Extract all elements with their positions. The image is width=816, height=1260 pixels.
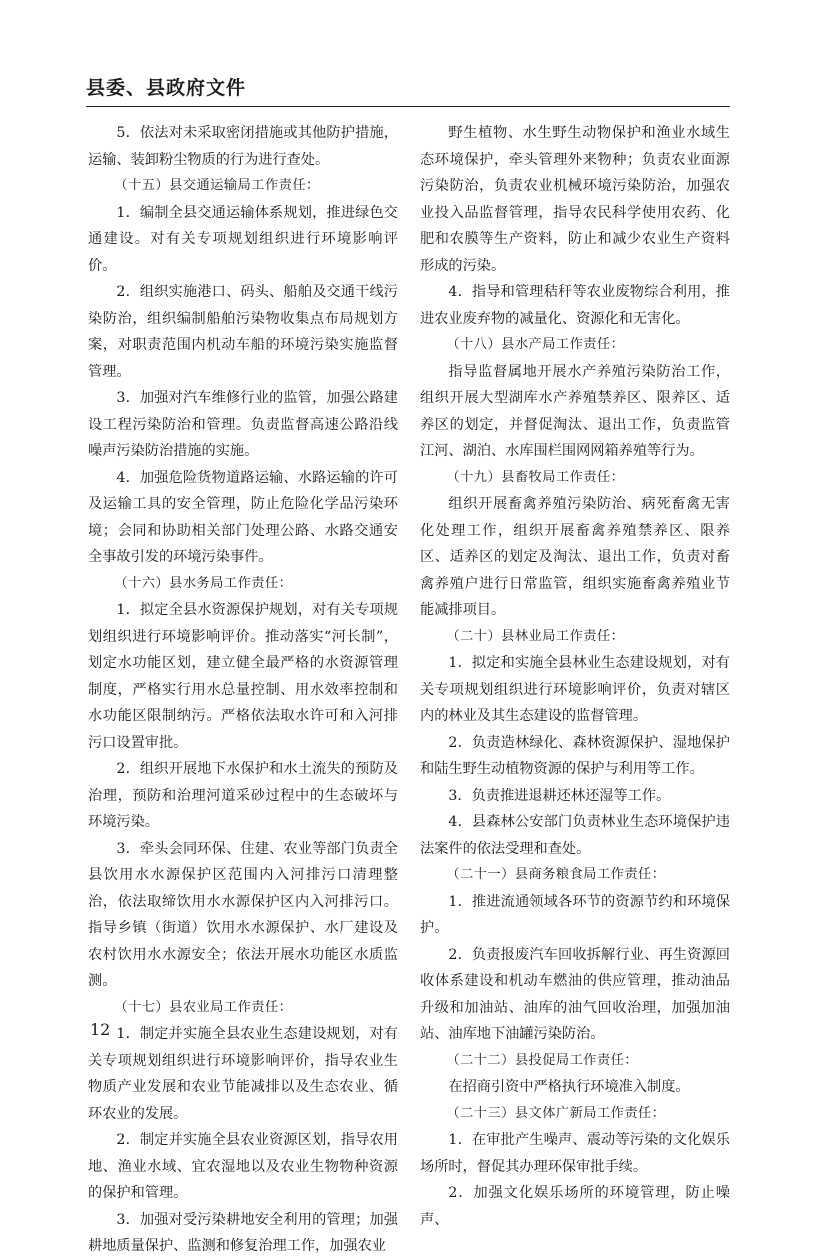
paragraph: 3．负责推进退耕还林还湿等工作。 (448, 787, 671, 804)
paragraph: 1．在审批产生噪声、震动等污染的文化娱乐场所时，督促其办理环保审批手续。 (420, 1132, 730, 1175)
paragraph: 指导监督属地开展水产养殖污染防治工作，组织开展大型湖库水产养殖禁养区、限养区、适养区的划定，并督促淘汰、退出工作，负责监管江河、湖泊、水库围栏围网网箱养殖等行为。 (420, 363, 730, 459)
document-header (86, 76, 730, 100)
paragraph: 2．加强文化娱乐场所的环境管理，防止噪声、 (420, 1185, 730, 1228)
section-heading: （十八）县水产局工作责任： (446, 337, 625, 352)
section-heading: （十五）县交通运输局工作责任： (114, 178, 320, 193)
page-number: 12 (90, 1020, 111, 1039)
paragraph: 2．组织实施港口、码头、船舶及交通干线污染防治，组织编制船舶污染物收集点布局规划方案，对职责范围内机动车船的环境污染实施监督管理。 (88, 284, 398, 380)
right-column (420, 120, 730, 1233)
section-heading: （十九）县畜牧局工作责任： (446, 469, 625, 485)
paragraph: 野生植物、水生野生动物保护和渔业水域生态环境保护，牵头管理外来物种；负责农业面源污染防治，负责农业机械环境污染防治，加强农业投入品监督管理，指导农民科学使用农药、化肥和农膜等生产资料，防止和减少农业生产资料形成的污染。 (420, 125, 730, 274)
section-heading: （二十三）县文体广新局工作责任： (446, 1105, 666, 1121)
paragraph: 在招商引资中严格执行环境准入制度。 (448, 1079, 690, 1095)
paragraph: 5．依法对未采取密闭措施或其他防护措施，运输、装卸粉尘物质的行为进行查处。 (88, 125, 398, 168)
section-heading: （二十）县林业局工作责任： (446, 628, 625, 644)
paragraph: 1．拟定和实施全县林业生态建设规划，对有关专项规划组织进行环境影响评价，负责对辖区内的林业及其生态建设的监督管理。 (420, 655, 730, 724)
section-heading: （二十一）县商务粮食局工作责任： (446, 867, 666, 882)
section-heading: （十六）县水务局工作责任： (114, 575, 293, 591)
paragraph: 3．加强对受污染耕地安全利用的管理；加强耕地质量保护、监测和修复治理工作，加强农业 (88, 1211, 398, 1254)
paragraph: 4．县森林公安部门负责林业生态环境保护违法案件的依法受理和查处。 (420, 814, 730, 857)
paragraph: 2．负责造林绿化、森林资源保护、湿地保护和陆生野生动植物资源的保护与利用等工作。 (420, 734, 730, 777)
header-divider (86, 106, 730, 107)
header-title: 县委、县政府文件 (86, 77, 247, 99)
paragraph: 1．制定并实施全县农业生态建设规划，对有关专项规划组织进行环境影响评价，指导农业生物质产业发展和农业节能减排以及生态农业、循环农业的发展。 (88, 1026, 398, 1122)
paragraph: 2．负责报废汽车回收拆解行业、再生资源回收体系建设和机动车燃油的供应管理，推动油品升级和加油站、油库的油气回收治理，加强加油站、油库地下油罐污染防治。 (420, 946, 730, 1042)
paragraph: 3．牵头会同环保、住建、农业等部门负责全县饮用水水源保护区范围内入河排污口清理整治，依法取缔饮用水水源保护区内入河排污口。指导乡镇（街道）饮用水水源保护、水厂建设及农村饮用水水源安全；依法开展水功能区水质监测。 (88, 840, 398, 989)
paragraph: 3．加强对汽车维修行业的监管，加强公路建设工程污染防治和管理。负责监督高速公路沿线噪声污染防治措施的实施。 (88, 390, 398, 459)
paragraph: 2．制定并实施全县农业资源区划，指导农用地、渔业水域、宜农湿地以及农业生物物种资源的保护和管理。 (88, 1132, 398, 1201)
paragraph: 1．推进流通领域各环节的资源节约和环境保护。 (420, 893, 730, 936)
left-column (88, 120, 398, 1260)
paragraph: 4．加强危险货物道路运输、水路运输的许可及运输工具的安全管理，防止危险化学品污染环境；会同和协助相关部门处理公路、水路交通安全事故引发的环境污染事件。 (88, 469, 398, 565)
paragraph: 组织开展畜禽养殖污染防治、病死畜禽无害化处理工作，组织开展畜禽养殖禁养区、限养区、适养区的划定及淘汰、退出工作，负责对畜禽养殖户进行日常监管，组织实施畜禽养殖业节能减排项目。 (420, 496, 730, 618)
paragraph: 2．组织开展地下水保护和水土流失的预防及治理，预防和治理河道采砂过程中的生态破坏与环境污染。 (88, 761, 398, 830)
paragraph: 4．指导和管理秸秆等农业废物综合利用，推进农业废弃物的减量化、资源化和无害化。 (420, 284, 730, 327)
paragraph: 1．拟定全县水资源保护规划，对有关专项规划组织进行环境影响评价。推动落实“河长制”，划定水功能区划，建立健全最严格的水资源管理制度，严格实行用水总量控制、用水效率控制和水功能区限制纳污。严格依法取水许可和入河排污口设置审批。 (88, 602, 398, 751)
section-heading: （十七）县农业局工作责任： (114, 999, 293, 1015)
section-heading: （二十二）县投促局工作责任： (446, 1052, 639, 1068)
paragraph: 1．编制全县交通运输体系规划，推进绿色交通建设。对有关专项规划组织进行环境影响评价。 (88, 204, 398, 274)
